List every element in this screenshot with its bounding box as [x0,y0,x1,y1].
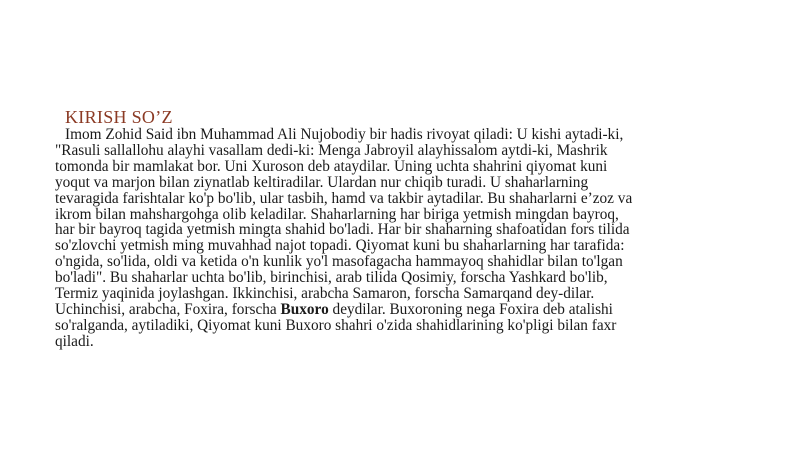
section-heading: KIRISH SO’Z [65,107,173,127]
text-line: Imom Zohid Said ibn Muhammad Ali Nujobodiy bir hadis rivoyat qiladi: U kishi aytadi-ki, [65,126,624,143]
text-line: bo'ladi". Bu shaharlar uchta bo'lib, birinchisi, arab tilida Qosimiy, forscha Yashkard bo'lib, [55,269,608,287]
text-line: ikrom bilan mahshargohga olib keladilar. Shaharlarning har biriga yetmish mingdan bayroq, [55,205,619,223]
text-line: qiladi. [55,332,94,350]
text-line: Termiz yaqinida joylashgan. Ikkinchisi, arabcha Samaron, forscha Samarqand dey-dilar. [55,285,595,303]
text-segment: Uchinchisi, arabcha, Foxira, forscha [55,300,281,318]
text-segment: deydilar. Buxoroning nega Foxira deb atalishi [328,300,613,318]
text-line: so'zlovchi yetmish ming muvahhad najot topadi. Qiyomat kuni bu shaharlarning har tarafida: [55,237,625,255]
text-line: yoqut va marjon bilan ziynatlab keltiradilar. Ulardan nur chiqib turadi. U shaharlarning [55,173,589,191]
text-line: har bir bayroq tagida yetmish mingta shahid bo'ladi. Har bir shaharning shafoatidan fors tilida [55,221,630,239]
text-line: "Rasuli sallallohu alayhi vasallam dedi-ki: Menga Jabroyil alayhissalom aytdi-ki, Mashrik [55,141,608,159]
text-line: tomonda bir mamlakat bor. Uni Xuroson deb ataydilar. Uning uchta shahrini qiyomat kuni [55,157,608,175]
text-line: tevaragida farishtalar ko'p bo'lib, ular tasbih, hamd va takbir aytadilar. Bu shaharlarni e’zoz va [55,189,633,207]
text-line [55,302,755,318]
body-paragraph [55,127,755,350]
text-line: so'ralganda, aytiladiki, Qiyomat kuni Buxoro shahri o'zida shahidlarining ko'pligi bilan faxr [55,316,617,334]
bold-term-buxoro: Buxoro [280,300,329,318]
text-line: o'ngida, so'lida, oldi va ketida o'n kunlik yo'l masofagacha hammayoq shahidlar bilan to'lgan [55,253,623,271]
